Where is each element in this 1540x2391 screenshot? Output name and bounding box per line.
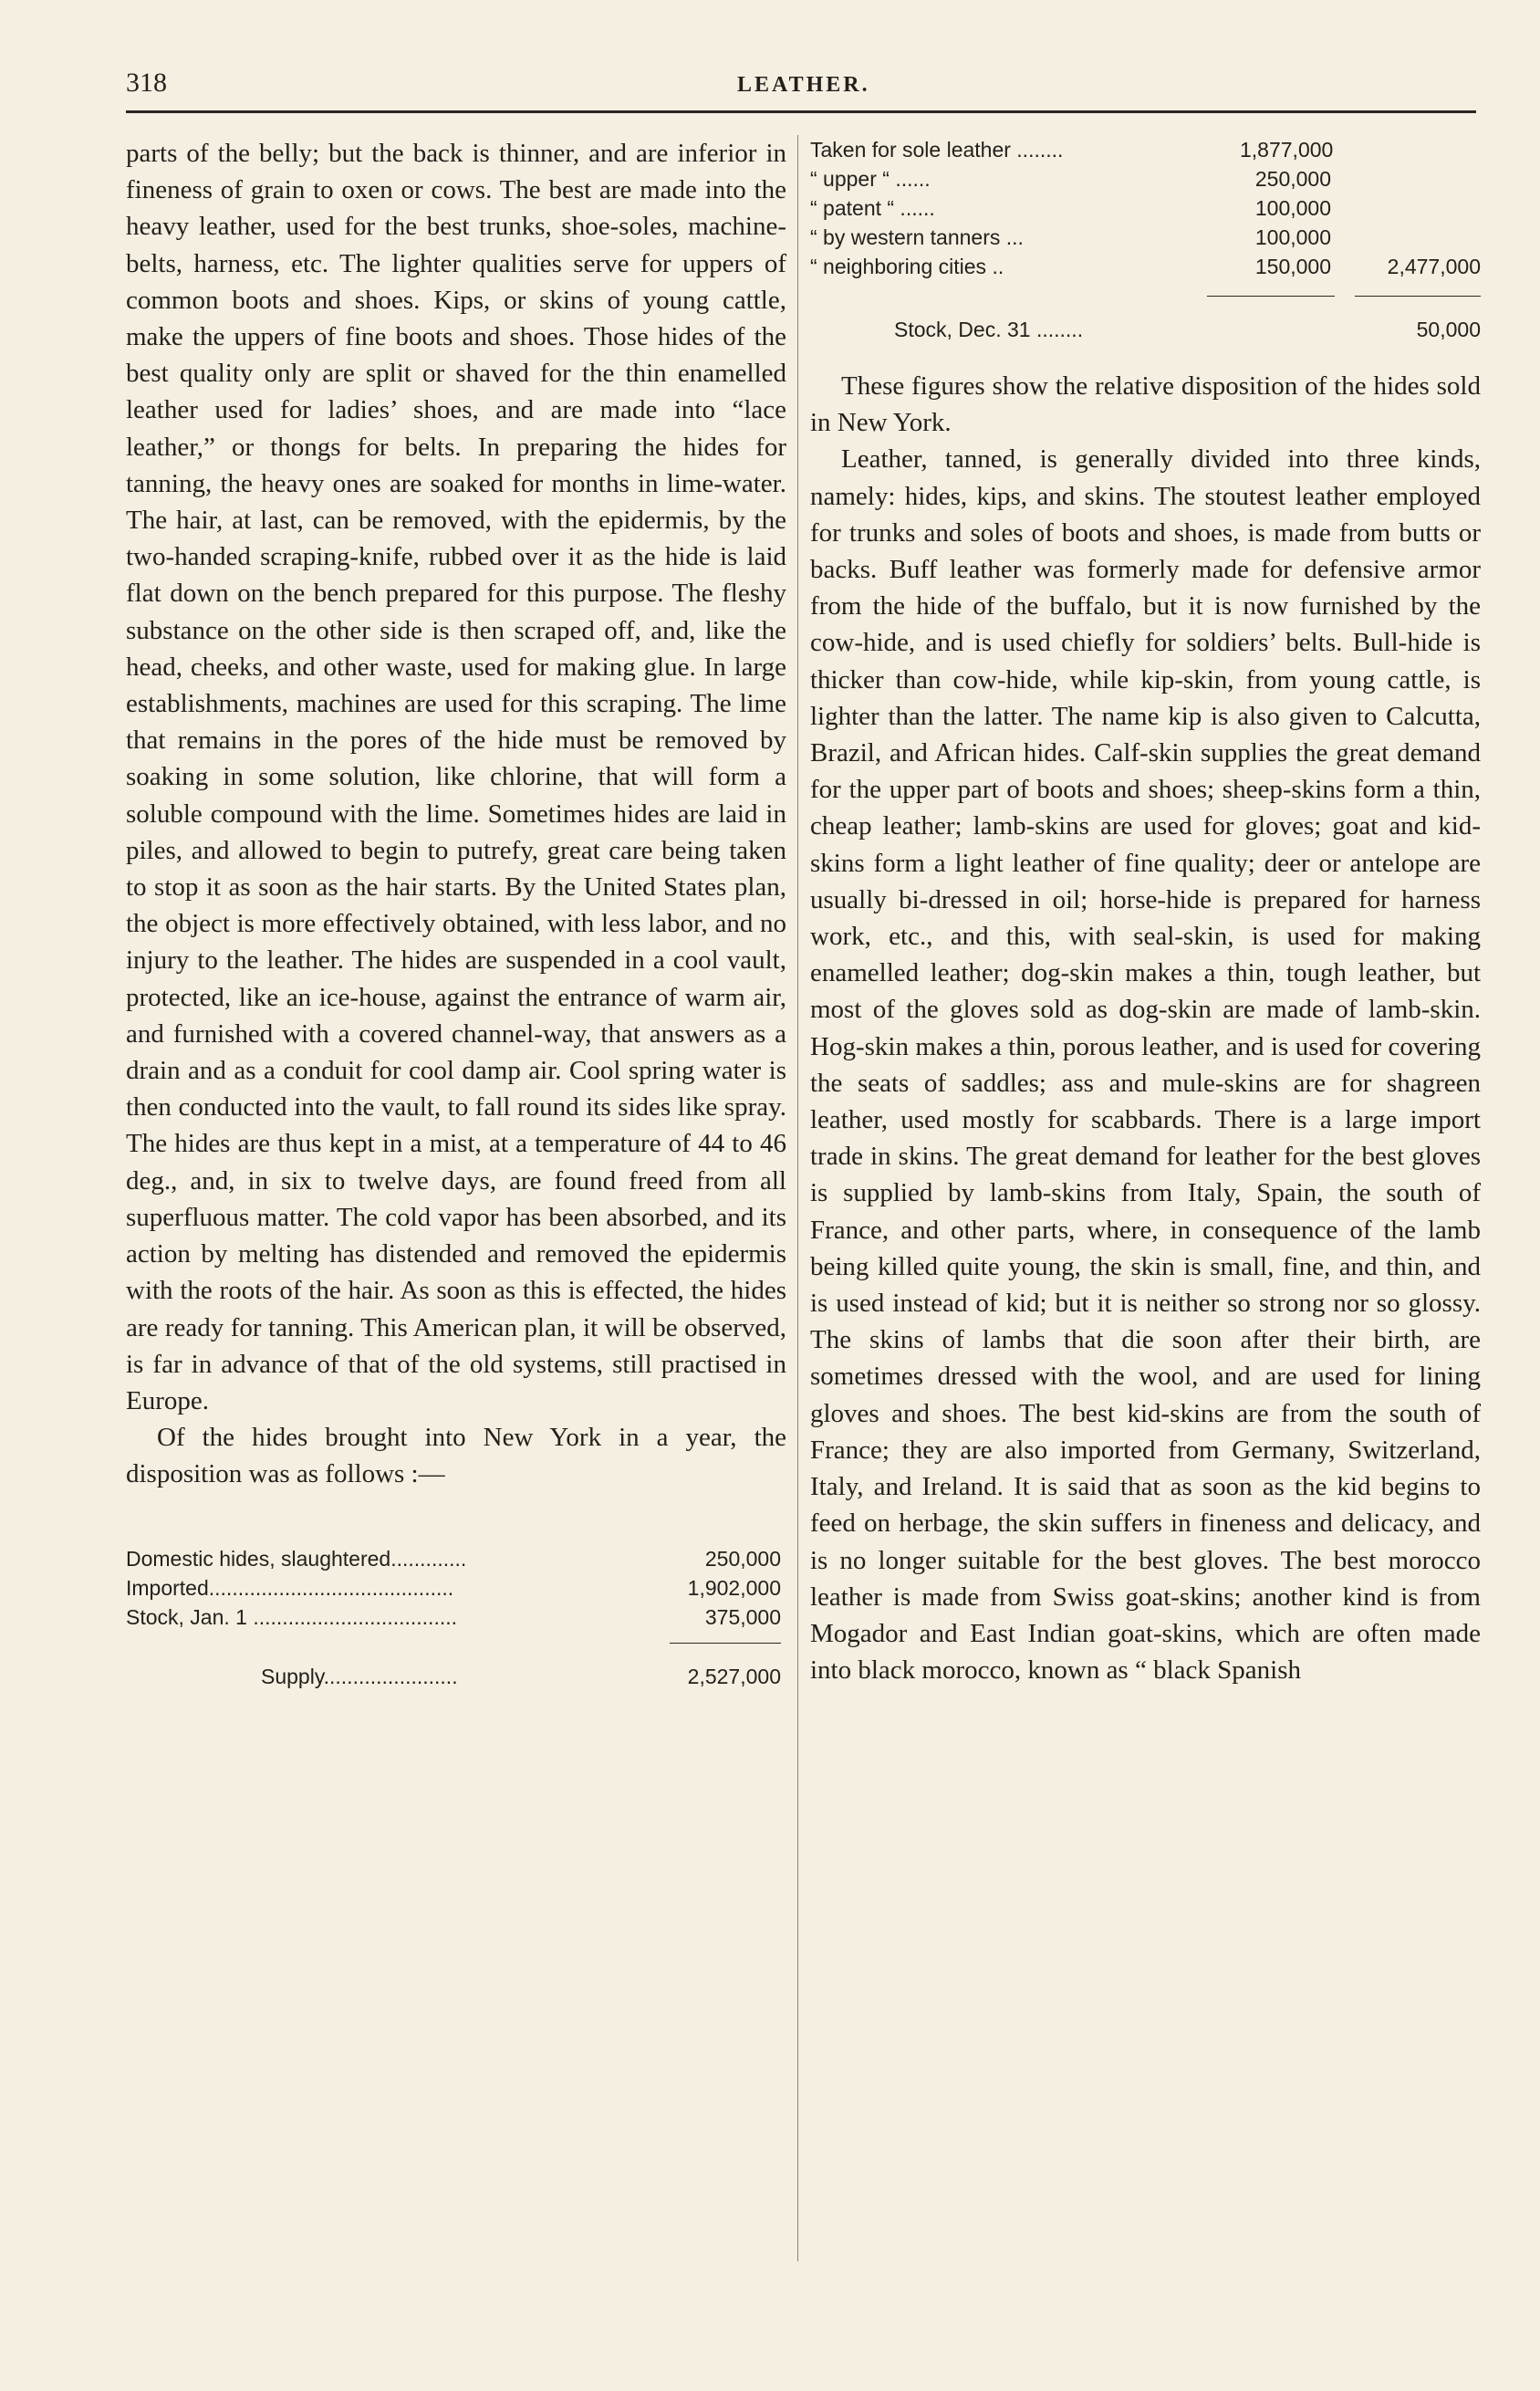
table-row — [126, 1603, 781, 1632]
stock-label: Stock, Dec. 31 ........ — [894, 318, 1084, 341]
body-paragraph: These figures show the relative disposition of the hides sold in New York. — [810, 371, 1481, 438]
row-label: Imported.......................................... — [126, 1575, 454, 1600]
row-value: 150,000 — [1254, 255, 1331, 278]
column-divider — [797, 135, 798, 2261]
total-label: Supply....................... — [261, 1664, 458, 1688]
total-value: 2,527,000 — [687, 1664, 781, 1688]
row-value: 1,877,000 — [1240, 138, 1334, 162]
body-paragraph: Of the hides brought into New York in a year, the disposition was as follows :— — [126, 1423, 786, 1489]
row-value: 250,000 — [704, 1546, 781, 1571]
stock-value: 50,000 — [1416, 318, 1481, 341]
table-row — [810, 223, 1481, 252]
row-label: Domestic hides, slaughtered............. — [126, 1546, 467, 1571]
row-total: 2,477,000 — [1387, 255, 1481, 278]
header-rule — [126, 110, 1476, 113]
stock-row — [810, 315, 1481, 344]
sum-rules — [810, 296, 1481, 297]
body-paragraph: Leather, tanned, is generally divided into three kinds, namely: hides, kips, and skins. The stoutest leather employed for trunks and soles of boots and shoes, is made from butts or backs. Buff leather was formerly made for defensive armor from the hide of the buffalo, but it is now furnished by the cow-hide, and is used chiefly for soldiers’ belts. Bull-hide is thicker than cow-hide, while kip-skin, from young cattle, is lighter than the latter. The name kip is also given to Calcutta, Brazil, and African hides. Calf-skin supplies the great demand for the upper part of boots and shoes; sheep-skins form a thin, cheap leather; lamb-skins are used for gloves; goat and kid-skins form a light leather of fine quality; deer or antelope are usually bi-dressed in oil; horse-hide is prepared for harness work, etc., and this, with seal-skin, is used for making enamelled leather; dog-skin makes a thin, tough leather, but most of the gloves sold as dog-skin are made of lamb-skin. Hog-skin makes a thin, porous leather, and is used for covering the seats of saddles; ass and mule-skins are for shagreen leather, used mostly for scabbards. There is a large import trade in skins. The great demand for leather for the best gloves is supplied by lamb-skins from Italy, Spain, the south of France, and other parts, where, in consequence of the lamb being killed quite young, the skin is small, fine, and thin, and is used instead of kid; but it is neither so strong nor so glossy. The skins of lambs that die soon after their birth, are sometimes dressed with the wool, and are used for lining gloves and shoes. The best kid-skins are from the south of France; they are also imported from Germany, Switzerland, Italy, and Ireland. It is said that as soon as the kid begins to feed on herbage, the skin suffers in fineness and delicacy, and is no longer suitable for the best gloves. The best morocco leather is made from Swiss goat-skins; another kind is from Mogador and East Indian goat-skins, which are often made into black morocco, known as “ black Spanish — [810, 444, 1481, 1686]
row-value: 1,902,000 — [687, 1575, 781, 1600]
table-row — [126, 1573, 781, 1603]
total-row — [126, 1662, 781, 1691]
row-label: “ upper “ ...... — [810, 167, 931, 191]
body-paragraph: parts of the belly; but the back is thinner, and are inferior in fineness of grain to oxen or cows. The best are made into the heavy leather, used for the best trunks, shoe-soles, machine-belts, harness, etc. The lighter qualities serve for uppers of common boots and shoes. Kips, or skins of young cattle, make the uppers of fine boots and shoes. Those hides of the best quality only are split or shaved for the thin enamelled leather used for ladies’ shoes, and are made into “lace leather,” or thongs for belts. In preparing the hides for tanning, the heavy ones are soaked for months in lime-water. The hair, at last, can be removed, with the epidermis, by the two-handed scraping-knife, rubbed over it as the hide is laid flat down on the bench prepared for this purpose. The fleshy substance on the other side is then scraped off, and, like the head, cheeks, and other waste, used for making glue. In large establishments, machines are used for this scraping. The lime that remains in the pores of the hide must be removed by soaking in some solution, like chlorine, that will form a soluble compound with the lime. Sometimes hides are laid in piles, and allowed to begin to putrefy, great care being taken to stop it as soon as the hair starts. By the United States plan, the object is more effectively obtained, with less labor, and no injury to the leather. The hides are suspended in a cool vault, protected, like an ice-house, against the entrance of warm air, and furnished with a covered channel-way, that answers as a drain and as a conduit for cool damp air. Cool spring water is then conducted into the vault, to fall round its sides like spray. The hides are thus kept in a mist, at a temperature of 44 to 46 deg., and, in six to twelve days, are found freed from all superfluous matter. The cold vapor has been absorbed, and its action by melting has distended and removed the epidermis with the roots of the hair. As soon as this is effected, the hides are ready for tanning. This American plan, it will be observed, is far in advance of that of the old systems, still practised in Europe. — [126, 139, 786, 1415]
table-row — [810, 193, 1481, 223]
right-column — [810, 135, 1481, 1688]
running-title: LEATHER. — [737, 73, 870, 97]
row-value: 100,000 — [1254, 196, 1331, 220]
running-head — [126, 68, 1476, 104]
row-label: “ patent “ ...... — [810, 196, 935, 220]
row-label: Stock, Jan. 1 ................................... — [126, 1604, 458, 1629]
table-row — [810, 252, 1481, 281]
table-row — [126, 1544, 781, 1573]
row-value: 250,000 — [1254, 167, 1331, 191]
sum-rule — [670, 1643, 781, 1644]
row-value: 100,000 — [1254, 225, 1331, 249]
row-label: “ neighboring cities .. — [810, 255, 1004, 278]
sum-rule — [1355, 296, 1481, 297]
row-value: 375,000 — [704, 1604, 781, 1629]
table-row — [810, 164, 1481, 193]
row-label: Taken for sole leather ........ — [810, 138, 1064, 162]
row-label: “ by western tanners ... — [810, 225, 1024, 249]
sum-rule — [1207, 296, 1335, 297]
page-number: 318 — [126, 68, 167, 98]
hide-disposition-table — [810, 135, 1481, 344]
left-column — [126, 135, 786, 1691]
hide-supply-table — [126, 1544, 786, 1691]
table-row — [810, 135, 1481, 164]
